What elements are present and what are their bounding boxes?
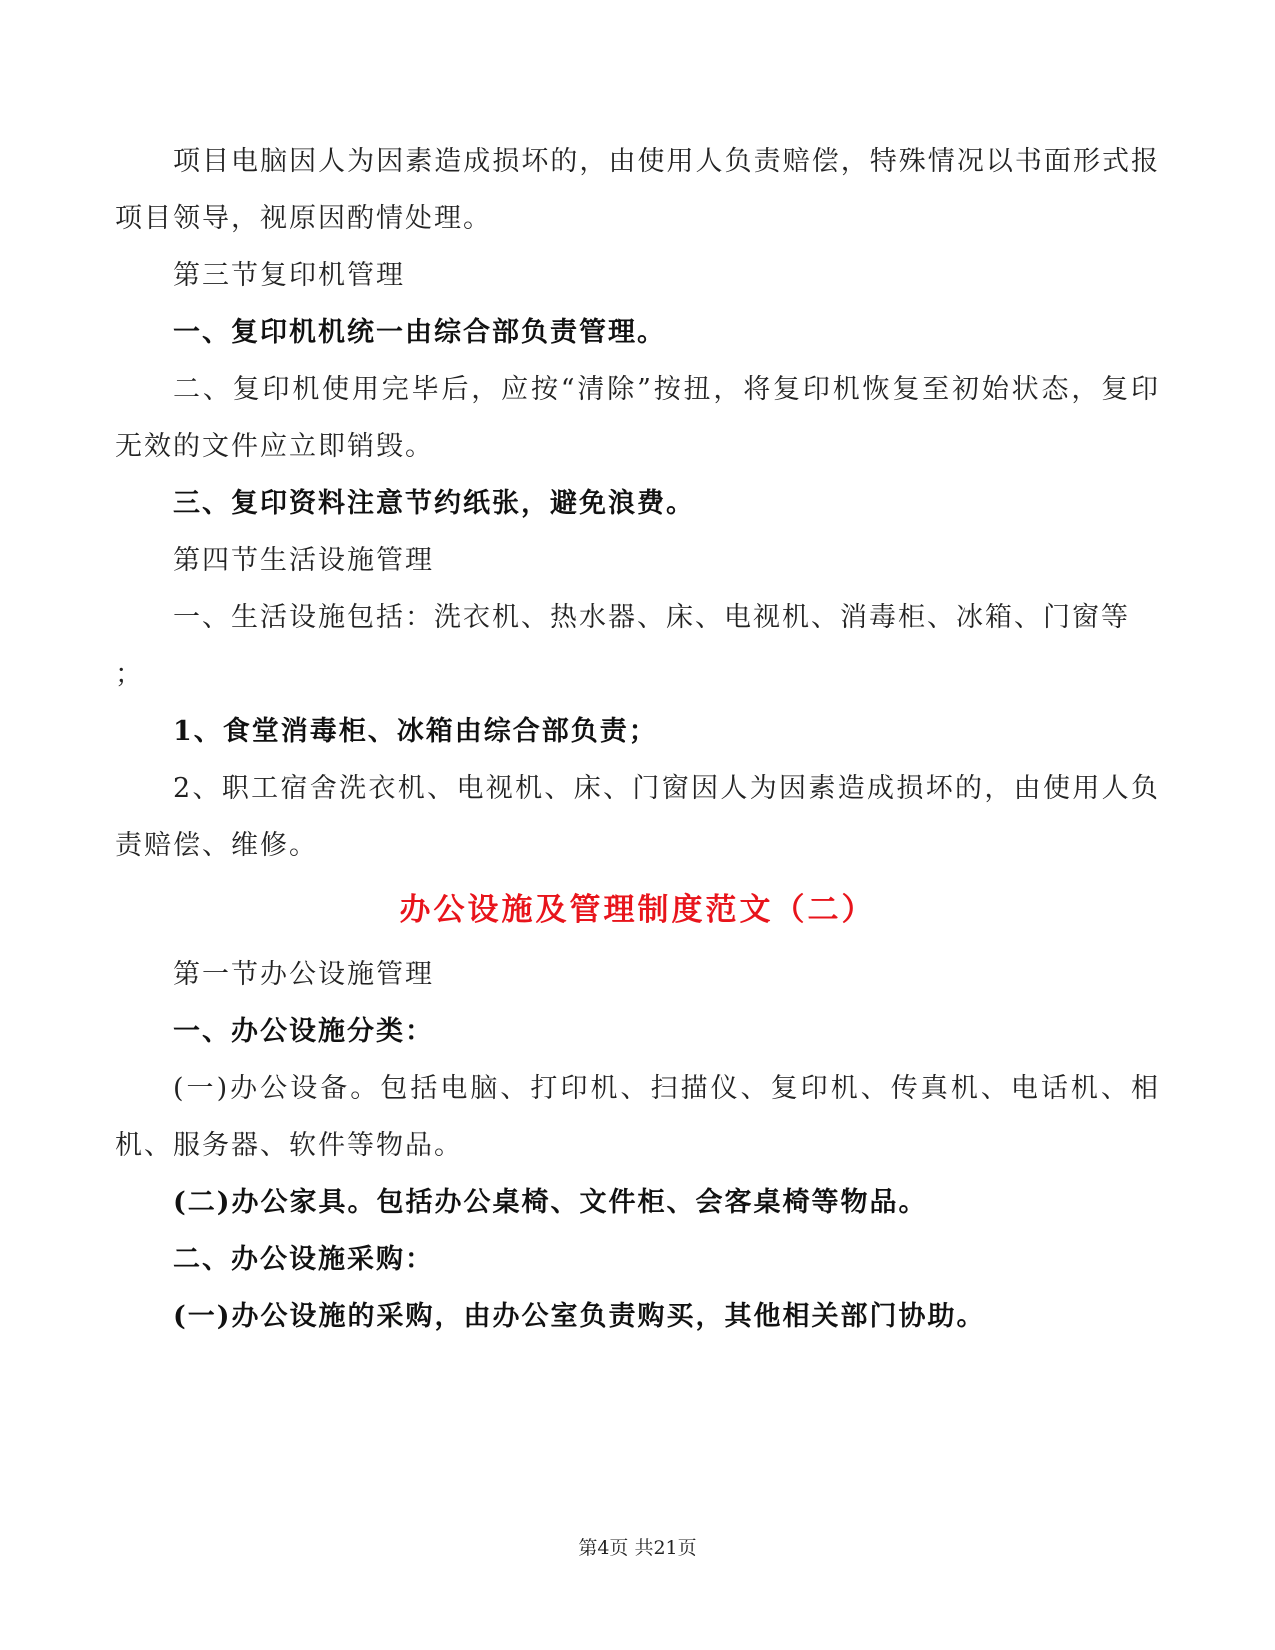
- section-heading: 第一节办公设施管理: [173, 959, 434, 990]
- paragraph: 三、复印资料注意节约纸张，避免浪费。: [173, 488, 695, 519]
- paragraph: ；: [115, 659, 144, 690]
- section-heading: 第四节生活设施管理: [173, 545, 434, 576]
- paragraph: (一)办公设备。包括电脑、打印机、扫描仪、复印机、传真机、电话机、相机、服务器、软件等物品。: [115, 1073, 1160, 1161]
- paragraph: 一、复印机机统一由综合部负责管理。: [173, 317, 666, 348]
- paragraph: (一)办公设施的采购，由办公室负责购买，其他相关部门协助。: [173, 1301, 986, 1332]
- paragraph: 一、生活设施包括：洗衣机、热水器、床、电视机、消毒柜、冰箱、门窗等: [173, 602, 1130, 633]
- document-body: [115, 133, 1160, 1345]
- page-footer: 第4页 共21页: [578, 1537, 697, 1559]
- paragraph: 二、复印机使用完毕后，应按“清除”按扭，将复印机恢复至初始状态，复印无效的文件应立即销毁。: [115, 374, 1160, 462]
- section-title: 办公设施及管理制度范文（二）: [399, 892, 876, 928]
- paragraph: 1、食堂消毒柜、冰箱由综合部负责；: [173, 716, 658, 747]
- section-heading: 第三节复印机管理: [173, 260, 405, 291]
- paragraph: 一、办公设施分类：: [173, 1016, 434, 1047]
- paragraph: 项目电脑因人为因素造成损坏的，由使用人负责赔偿，特殊情况以书面形式报项目领导，视原因酌情处理。: [115, 146, 1160, 234]
- paragraph: 2、职工宿舍洗衣机、电视机、床、门窗因人为因素造成损坏的，由使用人负责赔偿、维修。: [115, 773, 1160, 861]
- paragraph: (二)办公家具。包括办公桌椅、文件柜、会客桌椅等物品。: [173, 1187, 928, 1218]
- paragraph: 二、办公设施采购：: [173, 1244, 434, 1275]
